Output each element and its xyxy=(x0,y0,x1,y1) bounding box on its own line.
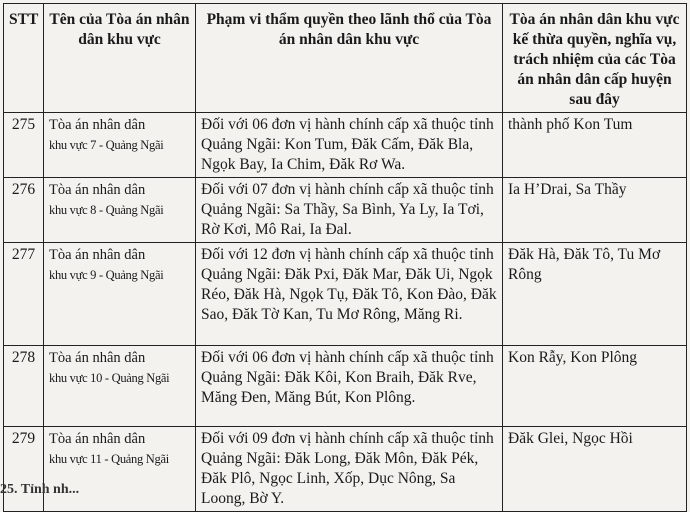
row-court-name xyxy=(44,243,196,346)
court-name-line1: Tòa án nhân dân xyxy=(49,431,146,447)
row-scope: Đối với 06 đơn vị hành chính cấp xã thuộc tỉnh Quảng Ngãi: Đăk Kôi, Kon Braih, Đăk Rve, Măng Đen, Măng Bút, Kon Plông. xyxy=(196,346,503,427)
header-stt: STT xyxy=(4,4,44,113)
court-name-line1: Tòa án nhân dân xyxy=(49,182,146,198)
row-stt: 275 xyxy=(4,113,44,178)
row-court-name xyxy=(44,346,196,427)
court-name-line1: Tòa án nhân dân xyxy=(49,350,146,366)
court-name-line2: khu vực 9 - Quảng Ngãi xyxy=(49,268,164,282)
row-stt: 276 xyxy=(4,178,44,243)
row-successor: Đăk Glei, Ngọc Hồi xyxy=(503,427,687,512)
court-jurisdiction-table xyxy=(3,3,687,512)
row-stt: 278 xyxy=(4,346,44,427)
court-name-line2: khu vực 10 - Quảng Ngãi xyxy=(49,371,170,385)
row-court-name xyxy=(44,427,196,512)
row-successor: Kon Rẫy, Kon Plông xyxy=(503,346,687,427)
table-row xyxy=(4,178,687,243)
table-row xyxy=(4,346,687,427)
row-scope: Đối với 09 đơn vị hành chính cấp xã thuộc tỉnh Quảng Ngãi: Đăk Long, Đăk Môn, Đăk Pék, Đăk Plô, Ngọc Linh, Xốp, Dục Nông, Sa Loong, Bờ Y. xyxy=(196,427,503,512)
court-name-line2: khu vực 11 - Quảng Ngãi xyxy=(49,452,169,466)
row-court-name xyxy=(44,178,196,243)
table-row xyxy=(4,243,687,346)
row-successor: thành phố Kon Tum xyxy=(503,113,687,178)
row-court-name xyxy=(44,113,196,178)
court-name-line1: Tòa án nhân dân xyxy=(49,117,146,133)
header-court-name: Tên của Tòa án nhân dân khu vực xyxy=(44,4,196,113)
row-stt: 277 xyxy=(4,243,44,346)
row-scope: Đối với 06 đơn vị hành chính cấp xã thuộc tỉnh Quảng Ngãi: Kon Tum, Đăk Cấm, Đăk Bla, Ngọk Bay, Ia Chim, Đăk Rơ Wa. xyxy=(196,113,503,178)
row-scope: Đối với 07 đơn vị hành chính cấp xã thuộc tỉnh Quảng Ngãi: Sa Thầy, Sa Bình, Ya Ly, Ia Tơi, Rờ Kơi, Mô Rai, Ia Đal. xyxy=(196,178,503,243)
table-header-row xyxy=(4,4,687,113)
court-name-line2: khu vực 8 - Quảng Ngãi xyxy=(49,203,164,217)
row-stt: 279 xyxy=(4,427,44,512)
court-name-line2: khu vực 7 - Quảng Ngãi xyxy=(49,138,164,152)
header-successor-courts: Tòa án nhân dân khu vực kế thừa quyền, nghĩa vụ, trách nhiệm của các Tòa án nhân dân cấp huyện sau đây xyxy=(503,4,687,113)
row-scope: Đối với 12 đơn vị hành chính cấp xã thuộc tỉnh Quảng Ngãi: Đăk Pxi, Đăk Mar, Đăk Ui, Ngọk Réo, Đăk Hà, Ngọk Tụ, Đăk Tô, Kon Đào, Đăk Sao, Đăk Tờ Kan, Tu Mơ Rông, Măng Ri. xyxy=(196,243,503,346)
table-row xyxy=(4,113,687,178)
row-successor: Ia H’Drai, Sa Thầy xyxy=(503,178,687,243)
next-section-fragment: 25. Tỉnh nh... xyxy=(0,482,80,497)
header-territorial-scope: Phạm vi thẩm quyền theo lãnh thổ của Tòa án nhân dân khu vực xyxy=(196,4,503,113)
court-name-line1: Tòa án nhân dân xyxy=(49,247,146,263)
table-row xyxy=(4,427,687,512)
row-successor: Đăk Hà, Đăk Tô, Tu Mơ Rông xyxy=(503,243,687,346)
